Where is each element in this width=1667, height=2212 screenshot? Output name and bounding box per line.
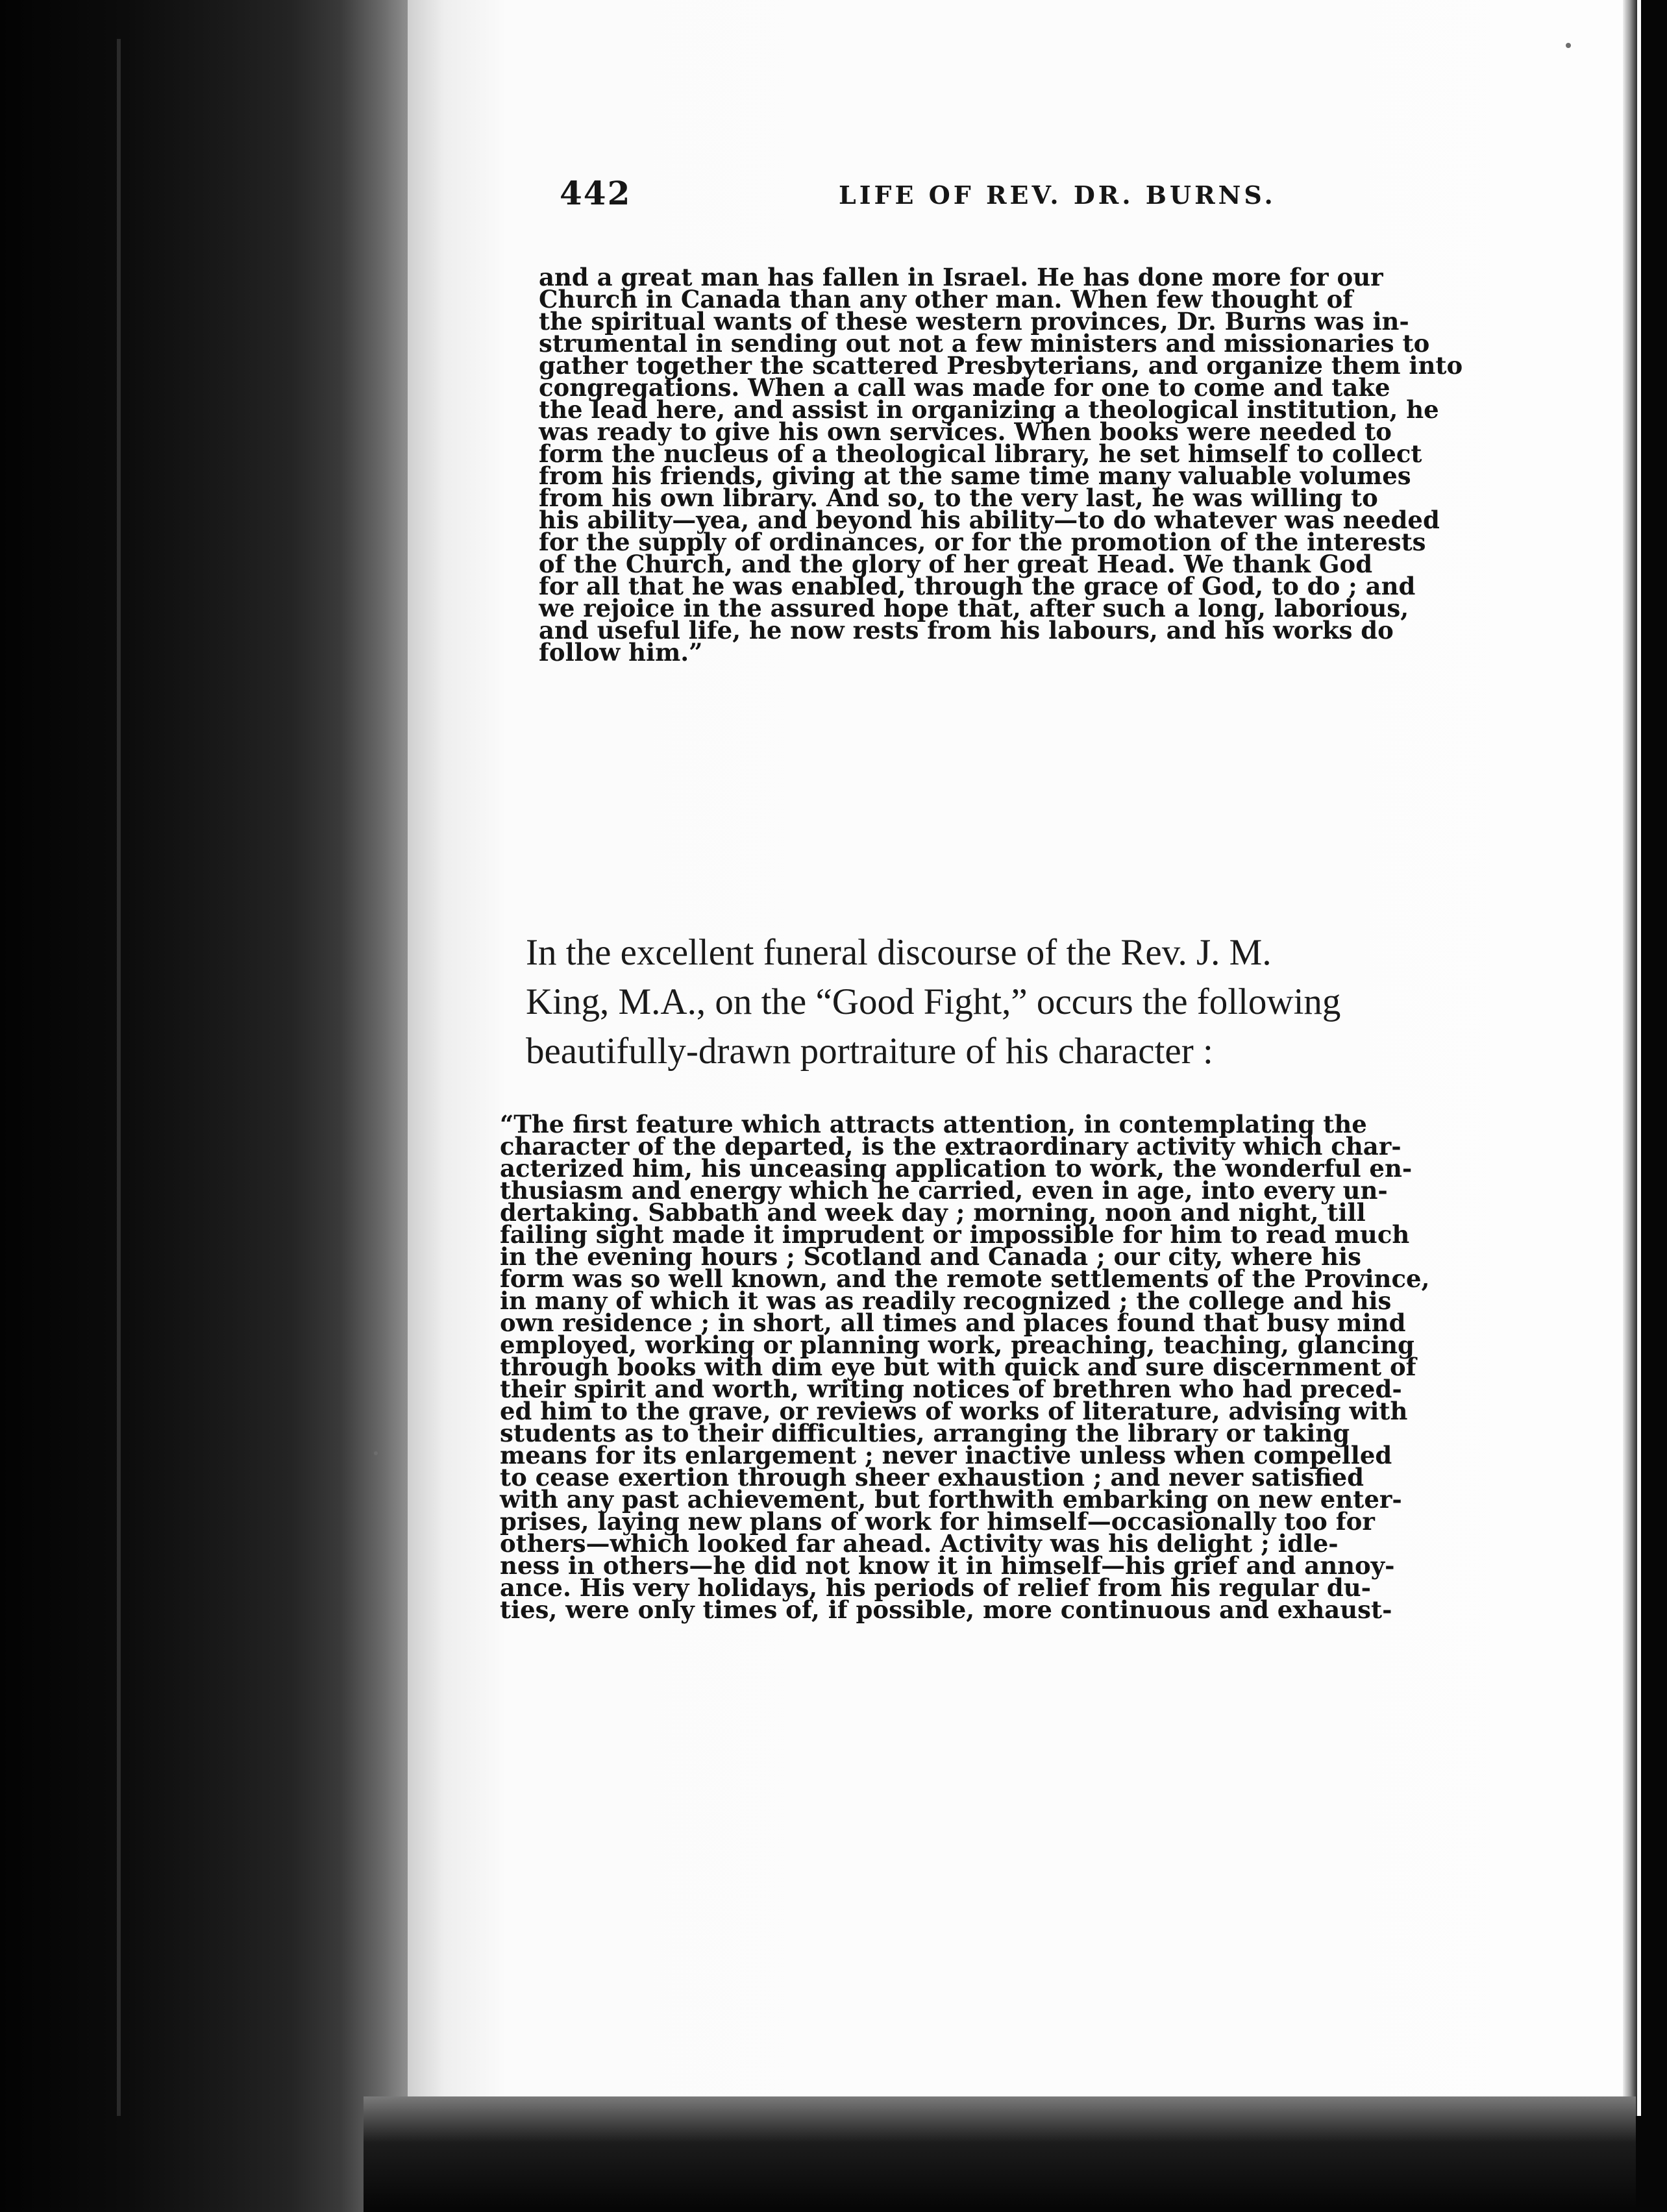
scan-speck [374, 1451, 378, 1455]
quoted-tribute-continuation [539, 263, 1551, 667]
text-line: means for its enlargement ; never inactive unless when compelled [500, 1441, 1392, 1469]
text-line: ance. His very holidays, his periods of relief from his regular du- [500, 1573, 1371, 1602]
text-line: acterized him, his unceasing application to work, the wonderful en- [500, 1154, 1413, 1183]
text-line: Church in Canada than any other man. When few thought of [539, 285, 1353, 313]
text-line: was ready to give his own services. When books were needed to [539, 417, 1392, 446]
text-line: character of the departed, is the extraordinary activity which char- [500, 1132, 1402, 1161]
text-line: In the excellent funeral discourse of the Rev. J. M. [526, 932, 1272, 973]
running-head [560, 174, 1533, 232]
intro-paragraph [526, 928, 1545, 1076]
text-line: for the supply of ordinances, or for the promotion of the interests [539, 528, 1426, 556]
text-line: congregations. When a call was made for one to come and take [539, 373, 1390, 402]
text-line: form was so well known, and the remote settlements of the Province, [500, 1264, 1430, 1293]
text-line: students as to their difficulties, arranging the library or taking [500, 1419, 1350, 1447]
text-line: strumental in sending out not a few ministers and missionaries to [539, 329, 1430, 358]
text-line: others—which looked far ahead. Activity was his delight ; idle- [500, 1529, 1339, 1558]
text-line: through books with dim eye but with quick and sure discernment of [500, 1353, 1416, 1381]
scan-speck [1566, 43, 1571, 48]
text-line: gather together the scattered Presbyterians, and organize them into [539, 351, 1463, 380]
text-line: his ability—yea, and beyond his ability—to do whatever was needed [539, 506, 1440, 534]
text-line: the spiritual wants of these western provinces, Dr. Burns was in- [539, 307, 1409, 336]
running-title: LIFE OF REV. DR. BURNS. [839, 180, 1276, 210]
text-line: the lead here, and assist in organizing a theological institution, he [539, 395, 1439, 424]
text-line: employed, working or planning work, preaching, teaching, glancing [500, 1331, 1414, 1359]
text-line: of the Church, and the glory of her great Head. We thank God [539, 550, 1373, 578]
text-line: ed him to the grave, or reviews of works of literature, advising with [500, 1397, 1408, 1425]
text-line: we rejoice in the assured hope that, after such a long, laborious, [539, 594, 1409, 622]
binding-edge-line [117, 39, 121, 2116]
text-line: King, M.A., on the “Good Fight,” occurs the following [526, 981, 1341, 1022]
text-line: and useful life, he now rests from his labours, and his works do [539, 616, 1394, 645]
page-right-edge [1623, 0, 1637, 2116]
text-line: ties, were only times of, if possible, more continuous and exhaust- [500, 1595, 1392, 1624]
text-line: for all that he was enabled, through the grace of God, to do ; and [539, 572, 1416, 600]
text-line: follow him.” [539, 638, 703, 667]
page-bottom-shadow [364, 2096, 1636, 2212]
text-line: dertaking. Sabbath and week day ; morning, noon and night, till [500, 1198, 1366, 1227]
text-line: thusiasm and energy which he carried, even in age, into every un- [500, 1176, 1388, 1205]
text-line: from his friends, giving at the same time many valuable volumes [539, 461, 1411, 490]
book-binding-shadow [0, 0, 415, 2212]
text-line: in many of which it was as readily recognized ; the college and his [500, 1286, 1392, 1315]
text-line: to cease exertion through sheer exhaustion ; and never satisfied [500, 1463, 1364, 1492]
text-line: from his own library. And so, to the very last, he was willing to [539, 484, 1378, 512]
text-line: “The first feature which attracts attention, in contemplating the [500, 1110, 1367, 1138]
text-line: with any past achievement, but forthwith embarking on new enter- [500, 1485, 1402, 1514]
text-line: form the nucleus of a theological library, he set himself to collect [539, 439, 1422, 468]
text-line: in the evening hours ; Scotland and Canada ; our city, where his [500, 1242, 1361, 1271]
text-line: their spirit and worth, writing notices of brethren who had preced- [500, 1375, 1402, 1403]
text-line: failing sight made it imprudent or impossible for him to read much [500, 1220, 1410, 1249]
text-line: own residence ; in short, all times and places found that busy mind [500, 1309, 1406, 1337]
page-number: 442 [560, 174, 632, 212]
text-line: and a great man has fallen in Israel. He has done more for our [539, 263, 1383, 291]
quoted-portraiture [500, 1110, 1525, 1624]
text-line: prises, laying new plans of work for himself—occasionally too for [500, 1507, 1375, 1536]
text-line: beautifully-drawn portraiture of his character : [526, 1031, 1213, 1072]
text-line: ness in others—he did not know it in himself—his grief and annoy- [500, 1551, 1395, 1580]
